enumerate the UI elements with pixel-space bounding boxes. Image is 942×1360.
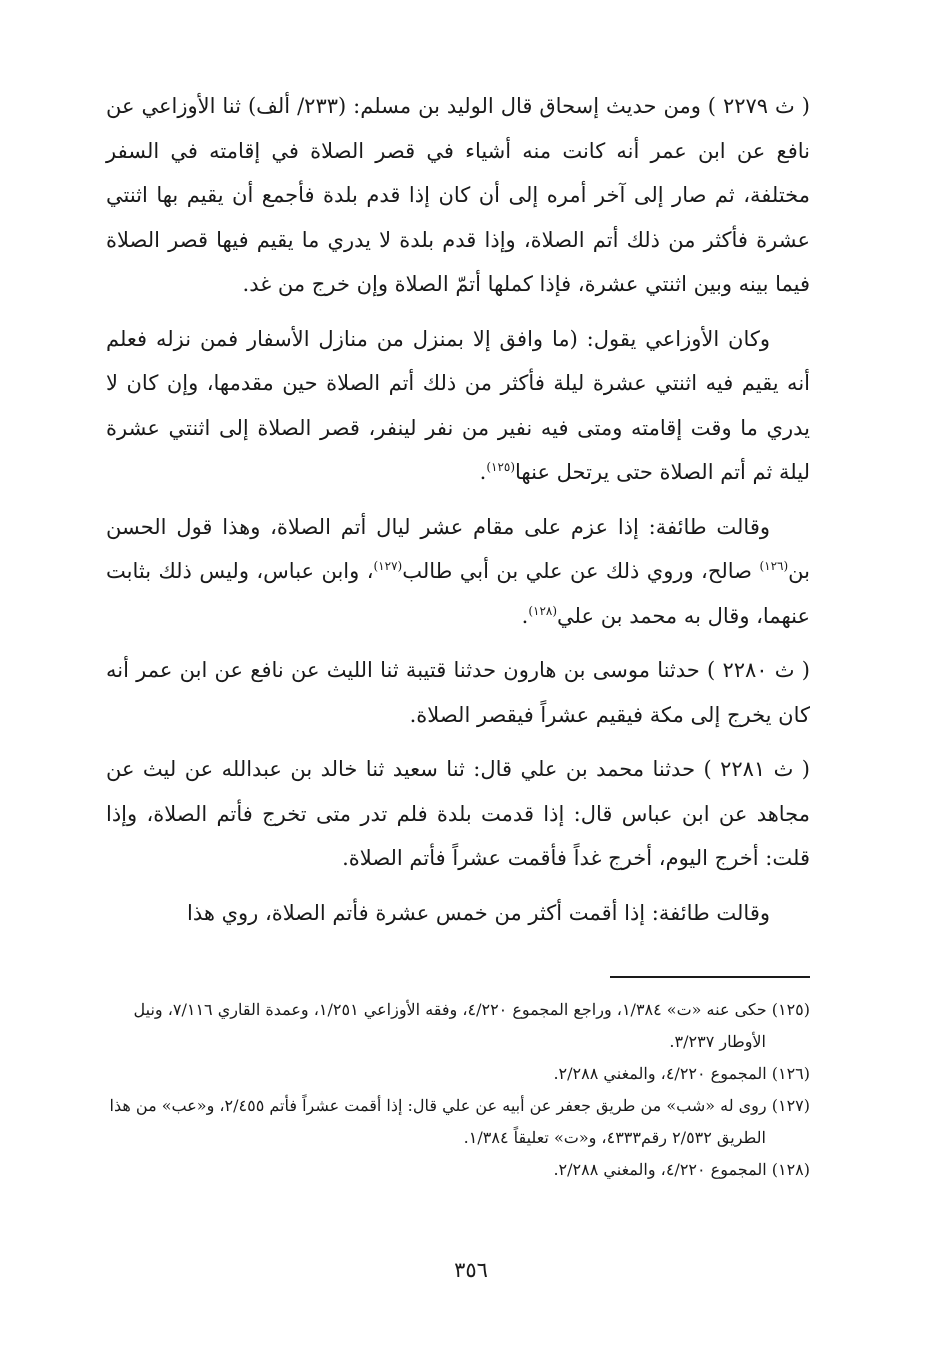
hadith-paragraph-2280 bbox=[106, 648, 810, 737]
hadith-paragraph-2281 bbox=[106, 747, 810, 881]
footnote-128: (١٢٨) المجموع ٤/٢٢٠، والمغني ٢/٢٨٨. bbox=[553, 1160, 810, 1179]
footnotes-section bbox=[106, 994, 810, 1186]
footnote-ref-126[interactable]: (١٢٦) bbox=[759, 559, 789, 573]
paragraph-text: ( ث ٢٢٧٩ ) ومن حديث إسحاق قال الوليد بن مسلم: (٢٣٣/ ألف) ثنا الأوزاعي عن نافع عن ابن عمر أنه كانت منه أشياء في قصر الصلاة في إقامته في السفر مختلفة، ثم صار إلى آخر أمره إلى أن كان إذا قدم بلدة فأجمع أن يقيم بها اثنتي عشرة فأكثر من ذلك أتم الصلاة، وإذا قدم بلدة لا يدري ما يقيم فيها قصر الصلاة فيما بينه وبين اثنتي عشرة، فإذا كملها أتمّ الصلاة وإن خرج من غد. bbox=[106, 94, 810, 296]
footnote-ref-127[interactable]: (١٢٧) bbox=[373, 559, 403, 573]
paragraph-text: وكان الأوزاعي يقول: (ما وافق إلا بمنزل من منازل الأسفار فمن نزله فعلم أنه يقيم فيه اثنتي عشرة ليلة فأكثر من ذلك أتم الصلاة حين مقدمها، وإن كان لا يدري ما وقت إقامته ومتى فيه نفير من نفر لينفر، قصر الصلاة إلى اثنتي عشرة ليلة ثم أتم الصلاة حتى يرتحل عنها bbox=[106, 326, 810, 484]
page-number: ٣٥٦ bbox=[454, 1258, 488, 1282]
paragraph-tail: . bbox=[479, 460, 487, 484]
taifa-paragraph-2 bbox=[106, 891, 810, 936]
paragraph-text: ( ث ٢٢٨١ ) حدثنا محمد بن علي قال: ثنا سعيد ثنا خالد بن عبدالله عن ليث عن مجاهد عن ابن عباس قال: إذا قدمت بلدة فلم تدر متى تخرج فأتم الصلاة، وإذا قلت: أخرج اليوم، أخرج غداً فأقمت عشراً فأتم الصلاة. bbox=[106, 757, 810, 870]
footnote-divider bbox=[610, 976, 810, 978]
paragraph-text: ( ث ٢٢٨٠ ) حدثنا موسى بن هارون حدثنا قتيبة ثنا الليث عن نافع عن ابن عمر أنه كان يخرج إلى مكة فيقيم عشراً فيقصر الصلاة. bbox=[106, 658, 810, 727]
paragraph-text: صالح، وروي ذلك عن علي بن أبي طالب bbox=[402, 559, 760, 583]
paragraph-tail: . bbox=[521, 603, 529, 628]
footnote-ref-128[interactable]: (١٢٨) bbox=[528, 603, 558, 618]
paragraph-text: ، وابن عباس، وليس ذلك بثابت عنهما، وقال به محمد بن علي bbox=[106, 559, 810, 628]
hadith-paragraph-2279 bbox=[106, 84, 810, 307]
footnote-126: (١٢٦) المجموع ٤/٢٢٠، والمغني ٢/٢٨٨. bbox=[553, 1064, 810, 1083]
footnote-127: (١٢٧) روى له «شب» من طريق جعفر عن أبيه عن علي قال: إذا أقمت عشراً فأتم ٢/٤٥٥، و«عب» من هذا الطريق ٢/٥٣٢ رقم٤٣٣٣، و«ت» تعليقاً ١/٣٨٤. bbox=[109, 1096, 810, 1147]
footnote-ref-125[interactable]: (١٢٥) bbox=[486, 460, 516, 474]
taifa-paragraph-1 bbox=[106, 505, 810, 639]
paragraph-text: وقالت طائفة: إذا أقمت أكثر من خمس عشرة فأتم الصلاة، روي هذا bbox=[187, 900, 770, 925]
footnote-125: (١٢٥) حكى عنه «ت» ١/٣٨٤، وراجع المجموع ٤/٢٢٠، وفقه الأوزاعي ١/٢٥١، وعمدة القاري ٧/١١٦، ونيل الأوطار ٣/٢٣٧. bbox=[133, 1000, 810, 1051]
paragraph-text: وقالت طائفة: إذا عزم على مقام عشر ليال أتم الصلاة، وهذا قول الحسن بن bbox=[106, 514, 810, 583]
awzai-paragraph bbox=[106, 317, 810, 495]
